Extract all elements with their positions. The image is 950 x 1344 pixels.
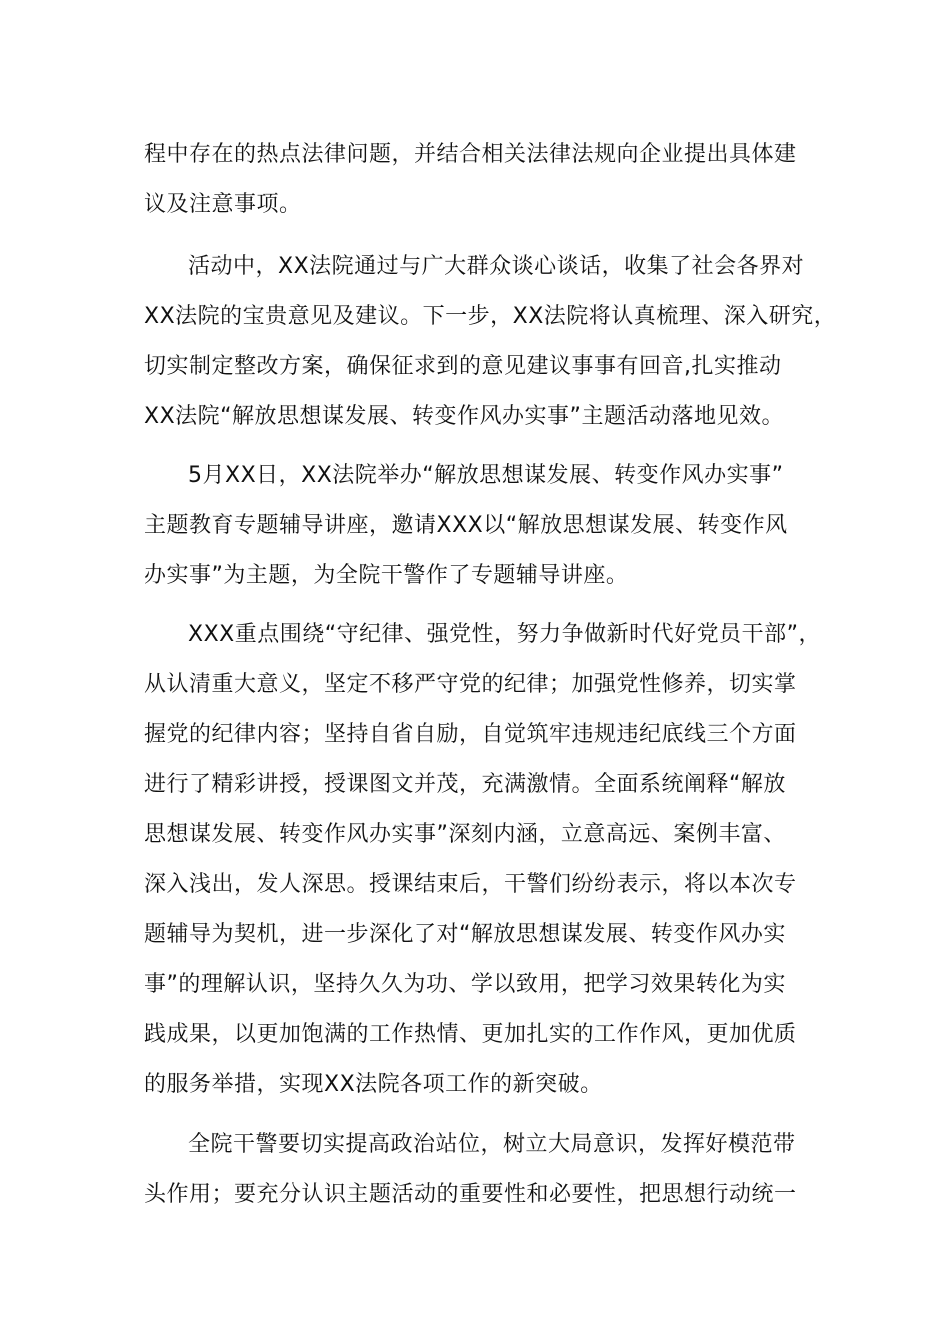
- paragraph-5-line-2: 头作用；要充分认识主题活动的重要性和必要性，把思想行动统一: [144, 1182, 797, 1207]
- paragraph-4-line-2: 从认清重大意义，坚定不移严守党的纪律；加强党性修养，切实掌: [144, 672, 797, 697]
- paragraph-3-line-1: 5月XX日，XX法院举办“解放思想谋发展、转变作风办实事”: [188, 463, 784, 488]
- paragraph-4-line-8: 事”的理解认识，坚持久久为功、学以致用，把学习效果转化为实: [144, 972, 786, 997]
- paragraph-4-line-5: 思想谋发展、转变作风办实事”深刻内涵，立意高远、案例丰富、: [144, 822, 786, 847]
- paragraph-2-line-3: 切实制定整改方案，确保征求到的意见建议事事有回音,扎实推动: [144, 354, 782, 379]
- paragraph-1-line-1: 程中存在的热点法律问题，并结合相关法律法规向企业提出具体建: [144, 142, 797, 167]
- paragraph-4-line-7: 题辅导为契机，进一步深化了对“解放思想谋发展、转变作风办实: [144, 922, 786, 947]
- paragraph-3-line-2: 主题教育专题辅导讲座，邀请XXX以“解放思想谋发展、转变作风: [144, 513, 788, 538]
- paragraph-4-line-6: 深入浅出，发人深思。授课结束后，干警们纷纷表示，将以本次专: [144, 872, 797, 897]
- paragraph-4-line-1: XXX重点围绕“守纪律、强党性，努力争做新时代好党员干部”，: [188, 622, 822, 647]
- paragraph-4-line-9: 践成果，以更加饱满的工作热情、更加扎实的工作作风，更加优质: [144, 1022, 797, 1047]
- paragraph-4-line-10: 的服务举措，实现XX法院各项工作的新突破。: [144, 1072, 603, 1097]
- paragraph-5-line-1: 全院干警要切实提高政治站位，树立大局意识，发挥好模范带: [188, 1132, 796, 1157]
- paragraph-4-line-3: 握党的纪律内容；坚持自省自励，自觉筑牢违规违纪底线三个方面: [144, 722, 797, 747]
- paragraph-4-line-4: 进行了精彩讲授，授课图文并茂，充满激情。全面系统阐释“解放: [144, 772, 786, 797]
- paragraph-2-line-4: XX法院“解放思想谋发展、转变作风办实事”主题活动落地见效。: [144, 404, 784, 429]
- paragraph-2-line-2: XX法院的宝贵意见及建议。下一步，XX法院将认真梳理、深入研究，: [144, 304, 837, 329]
- paragraph-3-line-3: 办实事”为主题，为全院干警作了专题辅导讲座。: [144, 563, 629, 588]
- paragraph-2-line-1: 活动中，XX法院通过与广大群众谈心谈话，收集了社会各界对: [188, 254, 805, 279]
- paragraph-1-line-2: 议及注意事项。: [144, 192, 302, 217]
